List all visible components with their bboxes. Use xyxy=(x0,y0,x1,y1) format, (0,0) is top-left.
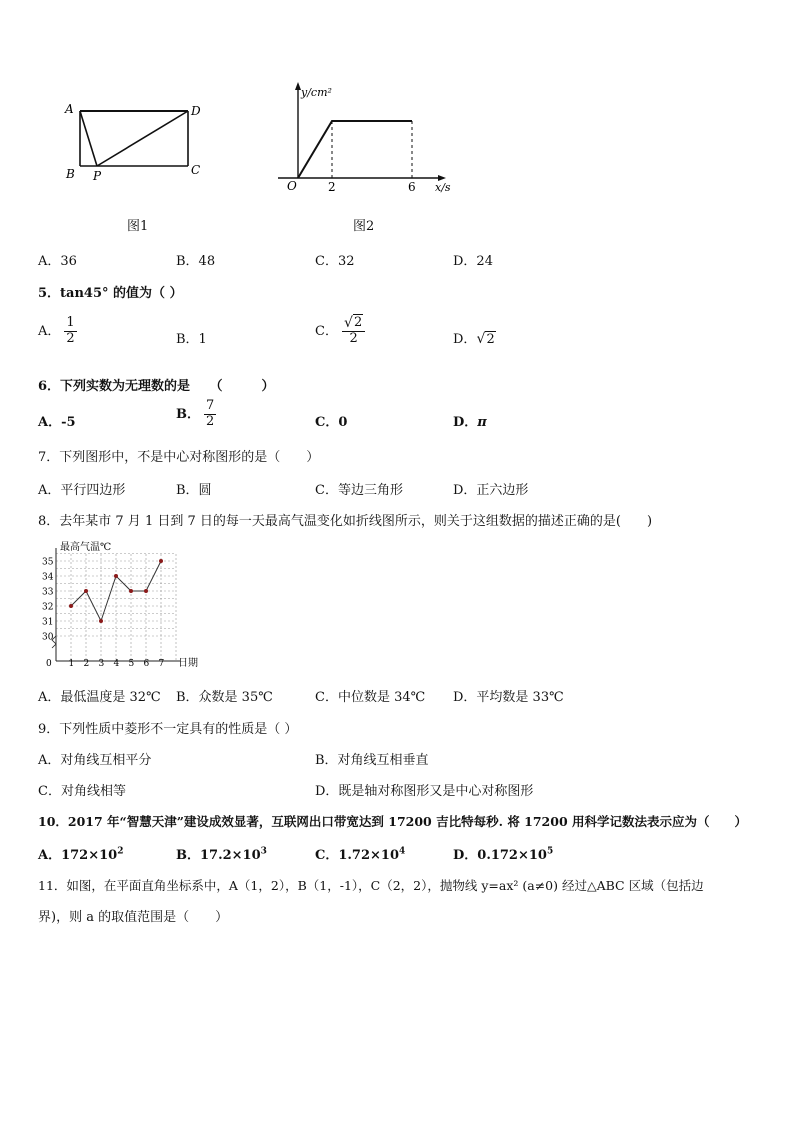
fig2-tick-2: 2 xyxy=(328,180,336,194)
q9-stem: 9．下列性质中菱形不一定具有的性质是（ ） xyxy=(38,722,298,737)
chart-grid xyxy=(56,554,176,662)
q5-c-fraction: √ 2 2 xyxy=(342,316,365,347)
q11-line-1: 11．如图，在平面直角坐标系中，A（1，2），B（1，-1），C（2，2），抛物线 y=ax² (a≠0) 经过△ABC 区域（包括边 xyxy=(38,878,704,893)
q10-option-d[interactable]: D．$0.172\times 10^5$ xyxy=(453,846,554,863)
q7-option-d[interactable]: D．正六边形 xyxy=(453,483,529,498)
q8-option-d[interactable]: D．平均数是 33℃ xyxy=(453,690,564,705)
q6-d-prefix: D． xyxy=(453,415,478,430)
q4-option-d[interactable]: D．24 xyxy=(453,254,493,269)
q4-option-b[interactable]: B．48 xyxy=(176,254,216,269)
fig1-label-D: D xyxy=(191,104,201,118)
chart-x-tick-label: 5 xyxy=(128,659,135,669)
chart-point xyxy=(84,589,88,593)
q4-option-c[interactable]: C．32 xyxy=(315,254,355,269)
q9-option-c[interactable]: C．对角线相等 xyxy=(38,784,126,799)
q10-option-b[interactable]: B．$17.2\times 10^3$ xyxy=(176,846,267,863)
q8-option-a[interactable]: A．最低温度是 32℃ xyxy=(38,690,161,705)
q5-c-prefix: C． xyxy=(315,323,338,339)
q10-stem: 10．2017 年“智慧天津”建设成效显著，互联网出口带宽达到 17200 吉比特每秒. 将 17200 用科学记数法表示应为（ ） xyxy=(38,814,748,829)
q8-stem: 8．去年某市 7 月 1 日到 7 日的每一天最高气温变化如折线图所示，则关于这组数据的描述正确的是( ) xyxy=(38,514,653,529)
q6-option-b[interactable] xyxy=(176,399,216,430)
q9-option-a[interactable]: A．对角线互相平分 xyxy=(38,753,152,768)
figure-1-rectangle xyxy=(60,96,210,186)
chart-xlabel: 日期 xyxy=(178,658,198,669)
q6-option-d[interactable] xyxy=(453,411,487,430)
chart-x-tick-label: 3 xyxy=(98,659,105,669)
chart-x-tick-label: 0 xyxy=(46,659,52,669)
q6-b-fraction: $\frac{7}{2}$ xyxy=(206,398,215,429)
fig2-y-label: y/cm² xyxy=(301,86,332,99)
fig2-x-label: x/s xyxy=(435,181,451,194)
chart-y-tick-label: 31 xyxy=(42,617,54,628)
fig1-caption: 图1 xyxy=(127,219,149,234)
chart-ylabel: 最高气温℃ xyxy=(60,542,112,553)
q6-stem: 6．下列实数为无理数的是 （ ） xyxy=(38,379,275,394)
q5-d-prefix: D． xyxy=(453,332,477,347)
q5-option-a[interactable] xyxy=(38,316,77,347)
q6-d-pi: π xyxy=(477,415,487,430)
fig1-label-C: C xyxy=(191,163,201,177)
chart-y-tick-label: 32 xyxy=(42,602,54,613)
chart-point xyxy=(114,574,118,578)
chart-point xyxy=(129,589,133,593)
fig2-tick-6: 6 xyxy=(408,180,416,194)
q7-stem: 7．下列图形中，不是中心对称图形的是（ ） xyxy=(38,450,320,465)
chart-x-tick-label: 1 xyxy=(68,659,75,669)
chart-x-tick-label: 6 xyxy=(143,659,150,669)
q5-option-c[interactable] xyxy=(315,316,365,347)
fig1-label-P: P xyxy=(93,169,102,183)
chart-y-tick-label: 30 xyxy=(42,632,54,643)
figure-2-graph xyxy=(270,80,470,195)
fig1-label-A: A xyxy=(65,102,74,116)
q4-option-a[interactable]: A．36 xyxy=(38,254,77,269)
q7-option-a[interactable]: A．平行四边形 xyxy=(38,483,126,498)
q5-stem: 5．tan45° 的值为（ ） xyxy=(38,286,183,301)
q6-option-c[interactable]: C．0 xyxy=(315,415,348,430)
q8-option-c[interactable]: C．中位数是 34℃ xyxy=(315,690,426,705)
q9-option-d[interactable]: D．既是轴对称图形又是中心对称图形 xyxy=(315,784,534,799)
q9-option-b[interactable]: B．对角线互相垂直 xyxy=(315,753,429,768)
q6-b-prefix: B． xyxy=(176,406,200,422)
chart-y-tick-label: 35 xyxy=(42,557,54,568)
chart-x-tick-label: 7 xyxy=(158,659,165,669)
chart-point xyxy=(69,604,73,608)
fig2-origin: O xyxy=(287,179,297,193)
q11-line-2: 界)，则 a 的取值范围是（ ） xyxy=(38,910,229,925)
fig1-label-B: B xyxy=(66,167,75,181)
chart-point xyxy=(159,559,163,563)
q10-option-a[interactable]: A．$172\times 10^2$ xyxy=(38,846,124,863)
q8-option-b[interactable]: B．众数是 35℃ xyxy=(176,690,273,705)
chart-point xyxy=(99,619,103,623)
q5-a-prefix: A． xyxy=(38,323,61,339)
chart-y-tick-label: 33 xyxy=(42,587,54,598)
fig2-caption: 图2 xyxy=(353,219,375,234)
q5-d-sqrt: √ 2 xyxy=(476,331,495,347)
q7-option-c[interactable]: C．等边三角形 xyxy=(315,483,403,498)
q7-option-b[interactable]: B．圆 xyxy=(176,483,212,498)
q5-option-b[interactable]: B．1 xyxy=(176,332,207,347)
chart-y-tick-label: 34 xyxy=(42,572,54,583)
q6-option-a[interactable]: A．-5 xyxy=(38,415,76,430)
q5-option-d[interactable] xyxy=(453,328,496,347)
chart-point xyxy=(144,589,148,593)
q5-a-fraction: $\frac{1}{2}$ xyxy=(66,315,75,346)
q10-option-c[interactable]: C．$1.72\times 10^4$ xyxy=(315,846,406,863)
temperature-line-chart xyxy=(38,538,218,674)
chart-x-tick-label: 4 xyxy=(113,659,120,669)
chart-x-tick-label: 2 xyxy=(83,659,90,669)
